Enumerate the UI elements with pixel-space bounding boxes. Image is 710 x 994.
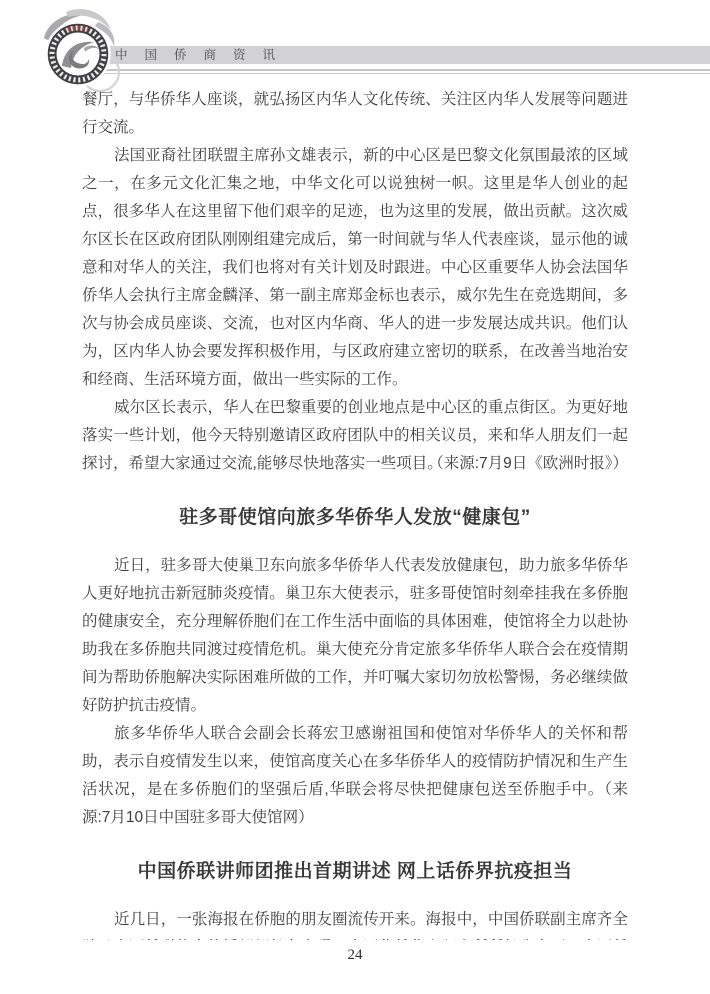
page-footer bbox=[0, 946, 710, 964]
paragraph-france-3 bbox=[82, 394, 628, 478]
paragraph-togo-1: 近日，驻多哥大使巢卫东向旅多华侨华人代表发放健康包，助力旅多华侨华人更好地抗击新冠肺炎疫情。巢卫东大使表示，驻多哥使馆时刻牵挂我在多侨胞的健康安全，充分理解侨胞们在工作生活中面临的具体困难，使馆将全力以赴协助我在多侨胞共同渡过疫情危机。巢大使充分肯定旅多华侨华人联合会在疫情期间为帮助侨胞解决实际困难所做的工作，并叮嘱大家切勿放松警惕，务必继续做好防护抗击疫情。 bbox=[82, 557, 628, 714]
paragraph-france-continued: 餐厅，与华侨华人座谈，就弘扬区内华人文化传统、关注区内华人发展等问题进行交流。 bbox=[82, 91, 628, 136]
paragraph-togo-2: 旅多华侨华人联合会副会长蒋宏卫感谢祖国和使馆对华侨华人的关怀和帮助，表示自疫情发生以来，使馆高度关心在多华侨华人的疫情防护情况和生产生活状况，是在多侨胞们的坚强后盾,华联会将尽快把健康包送至侨胞手中。（来源:7月10日中国驻多哥大使馆网） bbox=[82, 725, 628, 826]
page-content bbox=[82, 0, 628, 940]
header-banner-title: 中国侨商资讯 bbox=[115, 48, 293, 62]
paragraph-france-2: 法国亚裔社团联盟主席孙文雄表示，新的中心区是巴黎文化氛围最浓的区域之一，在多元文化汇集之地，中华文化可以说独树一帜。这里是华人创业的起点，很多华人在这里留下他们艰辛的足迹，也为这里的发展，做出贡献。这次威尔区长在区政府团队刚刚组建完成后，第一时间就与华人代表座谈，显示他的诚意和对华人的关注，我们也将对有关计划及时跟进。中心区重要华人协会法国华侨华人会执行主席金麟泽、第一副主席郑金标也表示，威尔先生在竞选期间，多次与协会成员座谈、交流，也对区内华商、华人的进一步发展达成共识。他们认为，区内华人协会要发挥积极作用，与区政府建立密切的联系，在改善当地治安和经商、生活环境方面，做出一些实际的工作。 bbox=[82, 147, 628, 388]
paragraph-lecturers-1: 近几日，一张海报在侨胞的朋友圈流传开来。海报中，中国侨联副主席齐全 bbox=[114, 911, 628, 928]
article-title-togo: 驻多哥使馆向旅多华侨华人发放“健康包” bbox=[179, 507, 531, 528]
paragraph-france-3-text: 威尔区长表示，华人在巴黎重要的创业地点是中心区的重点街区。为更好地落实一些计划，他今天特别邀请区政府团队中的相关议员，来和华人朋友们一起探讨，希望大家通过交流,能够尽快地落实一些项目。 bbox=[82, 399, 628, 472]
article-title-lecturers: 中国侨联讲师团推出首期讲述 网上话侨界抗疫担当 bbox=[137, 861, 573, 882]
source-citation-europe-times: （来源:7月9日《欧洲时报》） bbox=[428, 455, 628, 472]
page-number: 24 bbox=[347, 947, 363, 963]
